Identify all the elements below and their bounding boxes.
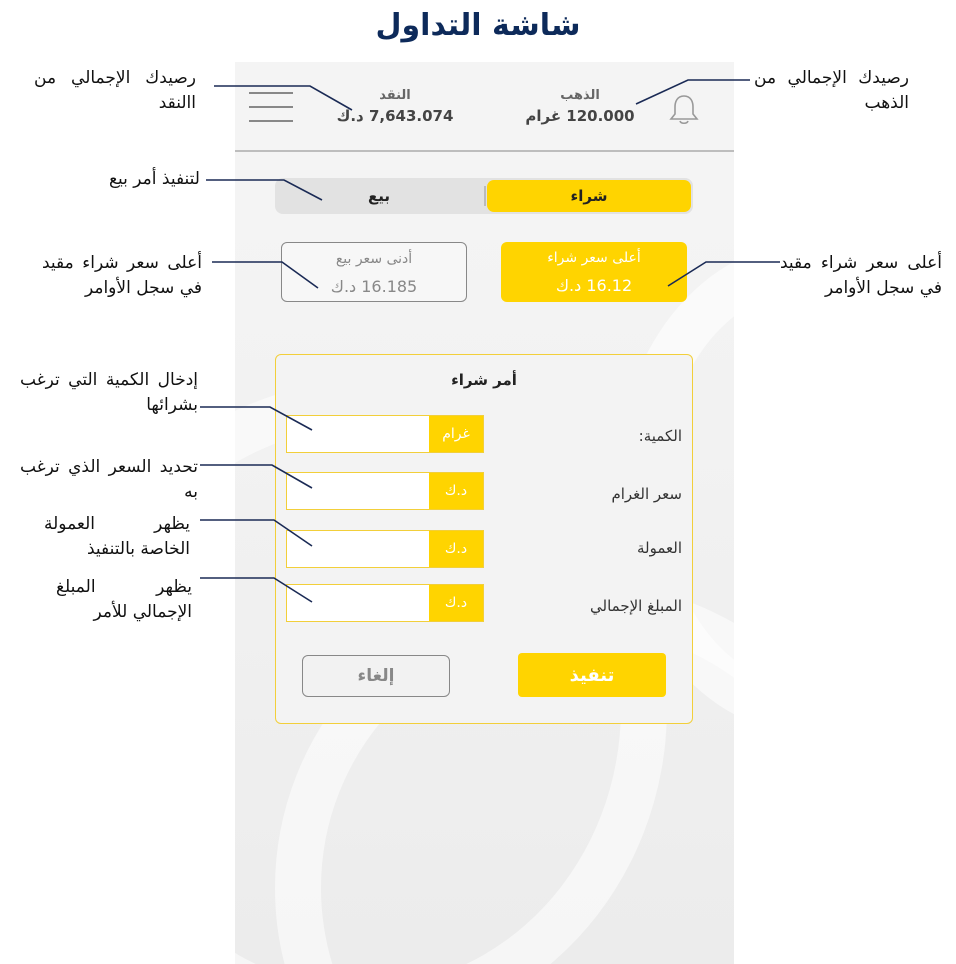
tab-sell[interactable]: بيع [367, 187, 390, 205]
execute-button[interactable]: تنفيذ [518, 653, 666, 697]
price-label: سعر الغرام [611, 485, 682, 503]
quantity-field [286, 415, 484, 453]
hamburger-icon[interactable] [249, 92, 293, 124]
lowest-sell-price-box [281, 242, 467, 302]
annotation-quantity: إدخال الكمية التي ترغب بشرائها [20, 370, 198, 415]
quantity-label: الكمية: [638, 427, 682, 445]
annotation-gold-balance: رصيدك الإجمالي من الذهب [754, 68, 909, 113]
gold-value: 120.000 غرام [525, 107, 635, 125]
total-unit: د.ك [429, 585, 483, 621]
bell-icon[interactable] [667, 92, 701, 126]
lowest-sell-title: أدنى سعر بيع [335, 251, 413, 267]
annotation-left-price: أعلى سعر شراء مقيد في سجل الأوامر [42, 253, 202, 298]
highest-buy-value: 16.12 د.ك [555, 276, 633, 295]
annotation-price: تحديد السعر الذي ترغب به [20, 457, 198, 502]
buy-order-card [275, 354, 693, 724]
lowest-sell-value: 16.185 د.ك [330, 277, 418, 296]
price-field [286, 472, 484, 510]
commission-label: العمولة [636, 539, 682, 557]
total-input[interactable] [287, 585, 429, 619]
cash-balance [335, 88, 455, 125]
commission-field [286, 530, 484, 568]
cancel-button[interactable]: إلغاء [302, 655, 450, 697]
order-title: أمر شراء [451, 371, 517, 389]
annotation-total: يظهر المبلغ الإجمالي للأمر [56, 577, 192, 622]
total-field [286, 584, 484, 622]
annotation-cash-balance: رصيدك الإجمالي من االنقد [34, 68, 196, 113]
page-title: شاشة التداول [375, 8, 581, 43]
cash-value: 7,643.074 د.ك [336, 107, 454, 125]
commission-input[interactable] [287, 531, 429, 565]
quantity-unit: غرام [429, 416, 483, 452]
gold-balance [515, 88, 645, 125]
price-unit: د.ك [429, 473, 483, 509]
annotation-commission: يظهر العمولة الخاصة بالتنفيذ [44, 514, 190, 559]
header-bar [235, 62, 734, 152]
gold-label: الذهب [560, 88, 600, 103]
buy-sell-toggle [275, 178, 693, 214]
tab-buy[interactable]: شراء [487, 180, 691, 212]
highest-buy-title: أعلى سعر شراء [547, 250, 641, 266]
annotation-right-price: أعلى سعر شراء مقيد في سجل الأوامر [780, 253, 942, 298]
cash-label: النقد [379, 88, 411, 103]
commission-unit: د.ك [429, 531, 483, 567]
price-input[interactable] [287, 473, 429, 507]
phone-screen [235, 62, 734, 964]
highest-buy-price-box [501, 242, 687, 302]
toggle-divider [484, 186, 486, 206]
total-label: المبلغ الإجمالي [590, 597, 682, 615]
quantity-input[interactable] [287, 416, 429, 450]
annotation-sell-order: لتنفيذ أمر بيع [108, 169, 200, 189]
